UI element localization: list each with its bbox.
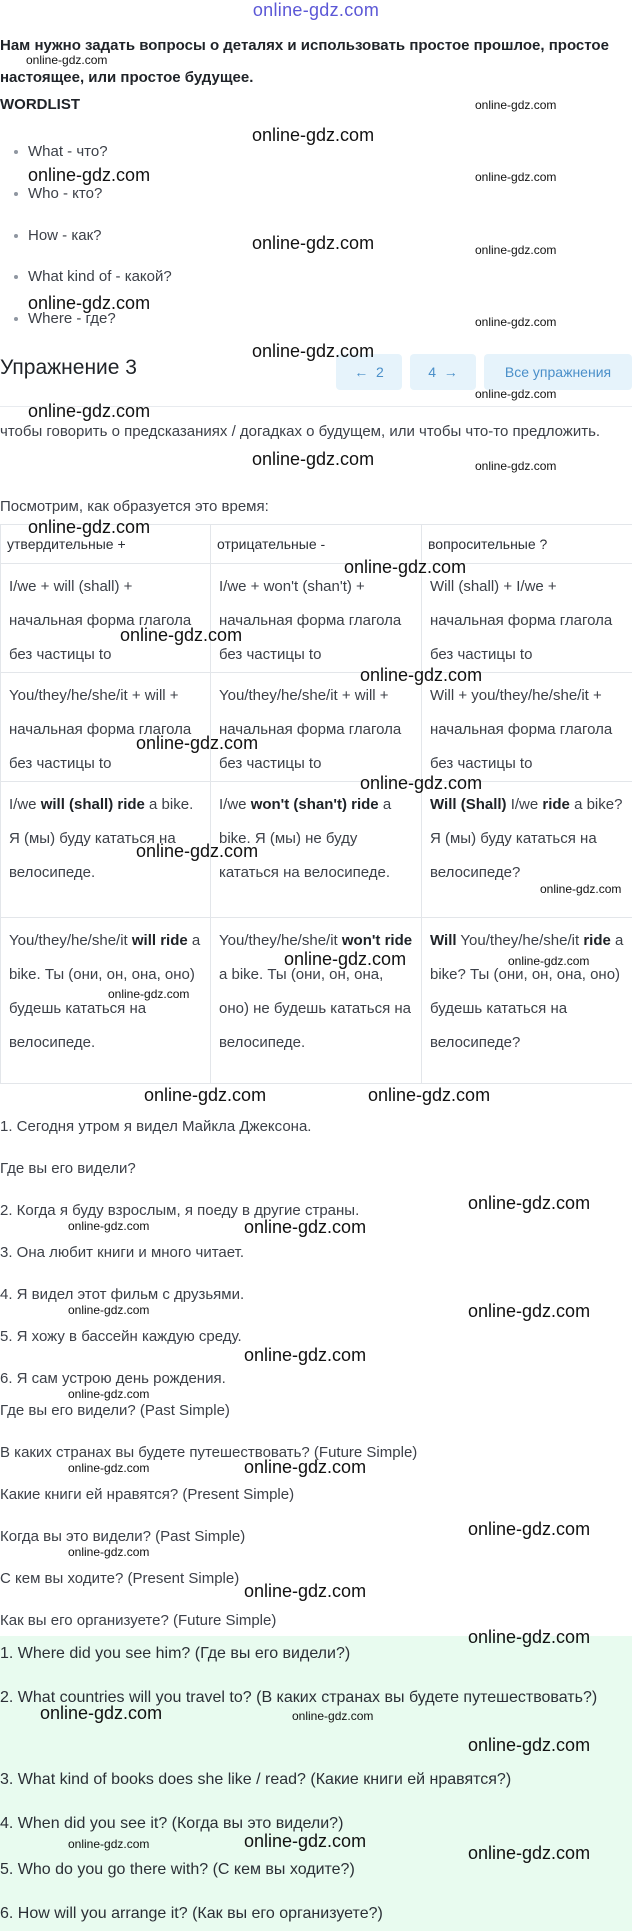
next-exercise-button[interactable]: 4 → bbox=[410, 354, 476, 390]
prev-exercise-button[interactable]: ← 2 bbox=[336, 354, 402, 390]
table-cell: Will + you/they/he/she/it + начальная форма глагола без частицы to bbox=[422, 673, 632, 782]
watermark-text: online-gdz.com bbox=[344, 557, 467, 577]
watermark-text: online-gdz.com bbox=[108, 987, 190, 1001]
answer-line: 5. Who do you go there with? (С кем вы ходите?) bbox=[0, 1861, 355, 1878]
watermark-text: online-gdz.com bbox=[244, 1345, 367, 1365]
table-cell: Will (shall) + I/we + начальная форма глагола без частицы to bbox=[422, 564, 632, 673]
watermark-text: online-gdz.com bbox=[68, 1387, 150, 1401]
table-cell: I/we will (shall) ride a bike. Я (мы) буду кататься на велосипеде. bbox=[1, 782, 211, 918]
watermark-text: online-gdz.com bbox=[468, 1193, 591, 1213]
table-cell: You/they/he/she/it + will + начальная форма глагола без частицы to bbox=[1, 673, 211, 782]
site-logo[interactable]: online-gdz.com bbox=[252, 0, 380, 20]
intro-text: Нам нужно задать вопросы о деталях и использовать простое прошлое, простое настоящее, или простое будущее. bbox=[0, 37, 609, 86]
bullet-icon bbox=[14, 317, 18, 321]
list-item: Where - где? bbox=[14, 307, 172, 349]
table-cell: I/we won't (shan't) ride a bike. Я (мы) не буду кататься на велосипеде. bbox=[211, 782, 422, 918]
task-sentence: 3. Она любит книги и много читает. bbox=[0, 1244, 244, 1261]
all-exercises-button[interactable]: Все упражнения bbox=[484, 354, 632, 390]
watermark-text: online-gdz.com bbox=[284, 949, 407, 969]
table-cell: You/they/he/she/it won't ride a bike. Ты (они, он, она, оно) не будешь кататься на велосипеде. bbox=[211, 918, 422, 1084]
watermark-text: online-gdz.com bbox=[244, 1217, 367, 1237]
table-row bbox=[1, 564, 632, 673]
watermark-text: online-gdz.com bbox=[475, 459, 557, 473]
watermark-text: online-gdz.com bbox=[244, 1457, 367, 1477]
watermark-text: online-gdz.com bbox=[68, 1461, 150, 1475]
watermark-text: online-gdz.com bbox=[475, 315, 557, 329]
bullet-icon bbox=[14, 275, 18, 279]
watermark-text: online-gdz.com bbox=[475, 170, 557, 184]
watermark-text: online-gdz.com bbox=[68, 1545, 150, 1559]
watermark-text: online-gdz.com bbox=[252, 125, 375, 145]
question-line: Какие книги ей нравятся? (Present Simple) bbox=[0, 1486, 295, 1503]
list-item: What - что? bbox=[14, 140, 172, 182]
watermark-text: online-gdz.com bbox=[120, 625, 243, 645]
table-row bbox=[1, 673, 632, 782]
watermark-text: online-gdz.com bbox=[475, 243, 557, 257]
watermark-text: online-gdz.com bbox=[28, 293, 151, 313]
table-row bbox=[1, 782, 632, 918]
question-line: В каких странах вы будете путешествовать? (Future Simple) bbox=[0, 1444, 418, 1461]
watermark-text: online-gdz.com bbox=[252, 449, 375, 469]
task-sentence: 1. Сегодня утром я видел Майкла Джексона. bbox=[0, 1118, 312, 1135]
watermark-text: online-gdz.com bbox=[136, 733, 259, 753]
theory-text: Посмотрим, как образуется это время: bbox=[0, 498, 269, 515]
list-item: What kind of - какой? bbox=[14, 265, 172, 307]
table-cell: You/they/he/she/it will ride a bike. Ты (они, он, она, оно) будешь кататься на велосипеде. bbox=[1, 918, 211, 1084]
table-cell: I/we + will (shall) + начальная форма глагола без частицы to bbox=[1, 564, 211, 673]
watermark-text: online-gdz.com bbox=[244, 1831, 367, 1851]
watermark-text: online-gdz.com bbox=[475, 387, 557, 401]
watermark-text: online-gdz.com bbox=[360, 773, 483, 793]
bullet-icon bbox=[14, 192, 18, 196]
answer-line: 1. Where did you see him? (Где вы его видели?) bbox=[0, 1645, 351, 1662]
divider bbox=[0, 406, 632, 407]
task-sentence: 5. Я хожу в бассейн каждую среду. bbox=[0, 1328, 242, 1345]
list-item: How - как? bbox=[14, 224, 172, 266]
watermark-text: online-gdz.com bbox=[468, 1301, 591, 1321]
answer-line: 4. When did you see it? (Когда вы это видели?) bbox=[0, 1815, 344, 1832]
answer-line: 3. What kind of books does she like / read? (Какие книги ей нравятся?) bbox=[0, 1771, 512, 1788]
watermark-text: online-gdz.com bbox=[28, 165, 151, 185]
table-cell: Will You/they/he/she/it ride a bike? Ты (они, он, она, оно) будешь кататься на велосипеде? bbox=[422, 918, 632, 1084]
question-line: Когда вы это видели? (Past Simple) bbox=[0, 1528, 246, 1545]
watermark-text: online-gdz.com bbox=[475, 98, 557, 112]
arrow-left-icon: ← bbox=[354, 364, 369, 380]
question-line: Как вы его организуете? (Future Simple) bbox=[0, 1612, 277, 1629]
watermark-text: online-gdz.com bbox=[508, 954, 590, 968]
list-item: Who - кто? bbox=[14, 182, 172, 224]
watermark-text: online-gdz.com bbox=[28, 517, 151, 537]
bullet-icon bbox=[14, 150, 18, 154]
watermark-text: online-gdz.com bbox=[40, 1703, 163, 1723]
watermark-text: online-gdz.com bbox=[468, 1843, 591, 1863]
watermark-text: online-gdz.com bbox=[360, 665, 483, 685]
watermark-text: online-gdz.com bbox=[68, 1837, 150, 1851]
table-row bbox=[1, 918, 632, 1084]
theory-text: чтобы говорить о предсказаниях / догадках о будущем, или чтобы что-то предложить. bbox=[0, 423, 601, 440]
watermark-text: online-gdz.com bbox=[68, 1303, 150, 1317]
table-header-cell: вопросительные ? bbox=[422, 525, 632, 564]
watermark-text: online-gdz.com bbox=[26, 53, 108, 67]
watermark-text: online-gdz.com bbox=[244, 1581, 367, 1601]
watermark-text: online-gdz.com bbox=[540, 882, 622, 896]
task-sentence: Где вы его видели? bbox=[0, 1160, 136, 1177]
bullet-icon bbox=[14, 234, 18, 238]
watermark-text: online-gdz.com bbox=[68, 1219, 150, 1233]
watermark-text: online-gdz.com bbox=[252, 233, 375, 253]
arrow-right-icon: → bbox=[443, 364, 458, 380]
task-sentence: 6. Я сам устрою день рождения. bbox=[0, 1370, 226, 1387]
watermark-text: online-gdz.com bbox=[468, 1627, 591, 1647]
task-sentence: 4. Я видел этот фильм с друзьями. bbox=[0, 1286, 245, 1303]
watermark-text: online-gdz.com bbox=[468, 1735, 591, 1755]
watermark-text: online-gdz.com bbox=[252, 341, 375, 361]
table-cell: I/we + won't (shan't) + начальная форма глагола без частицы to bbox=[211, 564, 422, 673]
exercise-title: Упражнение 3 bbox=[0, 356, 137, 379]
table-header-row bbox=[1, 525, 632, 564]
watermark-text: online-gdz.com bbox=[468, 1519, 591, 1539]
watermark-text: online-gdz.com bbox=[292, 1709, 374, 1723]
grammar-table bbox=[0, 524, 632, 1084]
watermark-text: online-gdz.com bbox=[28, 401, 151, 421]
table-cell: You/they/he/she/it + will + начальная форма глагола без частицы to bbox=[211, 673, 422, 782]
wordlist bbox=[14, 140, 172, 349]
answer-line: 6. How will you arrange it? (Как вы его организуете?) bbox=[0, 1905, 383, 1922]
watermark-text: online-gdz.com bbox=[136, 841, 259, 861]
question-line: С кем вы ходите? (Present Simple) bbox=[0, 1570, 240, 1587]
table-header-cell: отрицательные - bbox=[211, 525, 422, 564]
table-header-cell: утвердительные + bbox=[1, 525, 211, 564]
question-line: Где вы его видели? (Past Simple) bbox=[0, 1402, 230, 1419]
answer-line: 2. What countries will you travel to? (В каких странах вы будете путешествовать?) bbox=[0, 1689, 598, 1706]
watermark-text: online-gdz.com bbox=[368, 1085, 491, 1105]
table-cell: Will (Shall) I/we ride a bike? Я (мы) буду кататься на велосипеде? bbox=[422, 782, 632, 918]
wordlist-title: WORDLIST bbox=[0, 96, 80, 113]
watermark-text: online-gdz.com bbox=[144, 1085, 267, 1105]
task-sentence: 2. Когда я буду взрослым, я поеду в другие страны. bbox=[0, 1202, 360, 1219]
